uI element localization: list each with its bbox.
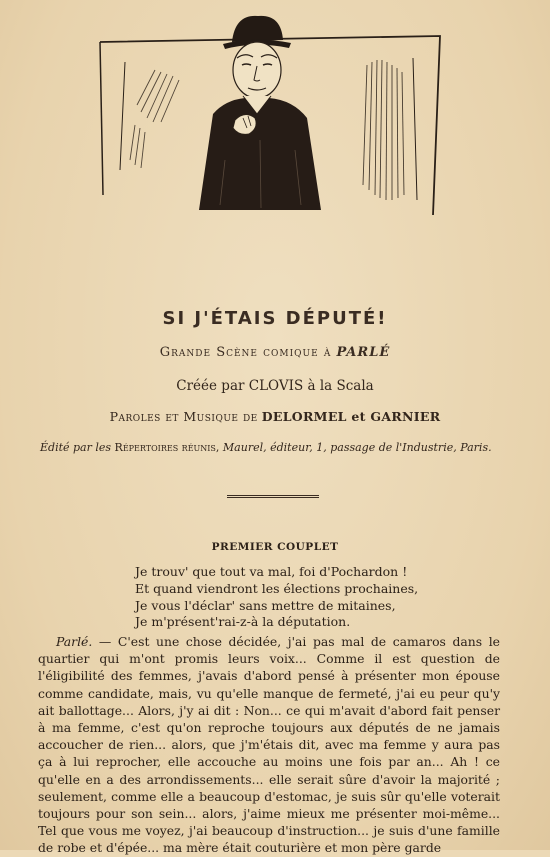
publisher-edited: Édité par les (40, 441, 112, 454)
couplet-heading: PREMIER COUPLET (211, 541, 339, 553)
song-title: SI J'ÉTAIS DÉPUTÉ! (162, 308, 388, 329)
publisher-address: Maurel, éditeur, 1, passage de l'Industrie, Paris. (222, 441, 492, 454)
spoken-lead: Parlé. (56, 634, 93, 649)
credits-line (0, 409, 550, 424)
verse-line: Et quand viendront les élections prochaines, (135, 580, 419, 596)
verse-line: Je trouv' que tout va mal, foi d'Pochardon ! (135, 564, 408, 579)
section-divider (227, 495, 319, 498)
subtitle-prefix: Grande Scène comique à (159, 345, 332, 360)
credits-prefix: Paroles et Musique de (109, 409, 258, 424)
verse-line: Je vous l'déclar' sans mettre de mitaines, (135, 597, 396, 613)
spoken-text: — C'est une chose décidée, j'ai pas mal de camaros dans le quartier qui m'ont promis leurs voix... Comme il est question de l'éligibilité des femmes, j'avais d'abord pensé à présenter mon épouse comme candidate, mais, vu qu'elle manque de fermeté, j'ai eu peur qu'y ait ballottage... Alors, j'y ai dit : Non... ce qui m'avait d'abord fait penser à ma femme, c'est qu'on reproche toujours aux députés de ne jamais accoucher de rien... alors, que j'm'étais dit, avec ma femme y aura pas ça à lui reprocher, elle accouche au moins une fois par an... Ah ! ce qu'elle en a des arrondissements... elle serait sûre d'avoir la majorité ; seulement, comme elle a beaucoup d'estomac, je suis sûr qu'elle voterait toujours pour son sein... alors, j'aime mieux me présenter moi-même... Tel que vous me voyez, j'ai beaucoup d'instruction... je suis d'une famille de robe et d'épée... ma mère était couturière et mon père garde (38, 634, 500, 856)
singer-illustration (95, 10, 445, 225)
publisher-line (40, 441, 510, 454)
created-by-line: Créée par CLOVIS à la Scala (176, 378, 374, 394)
song-subtitle (0, 345, 550, 360)
credits-authors: DELORMEL et GARNIER (261, 409, 441, 424)
publisher-company: Répertoires réunis, (114, 441, 220, 454)
verse-block (135, 564, 435, 631)
subtitle-emphasis: PARLÉ (336, 345, 391, 360)
spoken-passage (38, 633, 500, 857)
verse-line: Je m'présent'rai-z-à la députation. (135, 614, 351, 630)
